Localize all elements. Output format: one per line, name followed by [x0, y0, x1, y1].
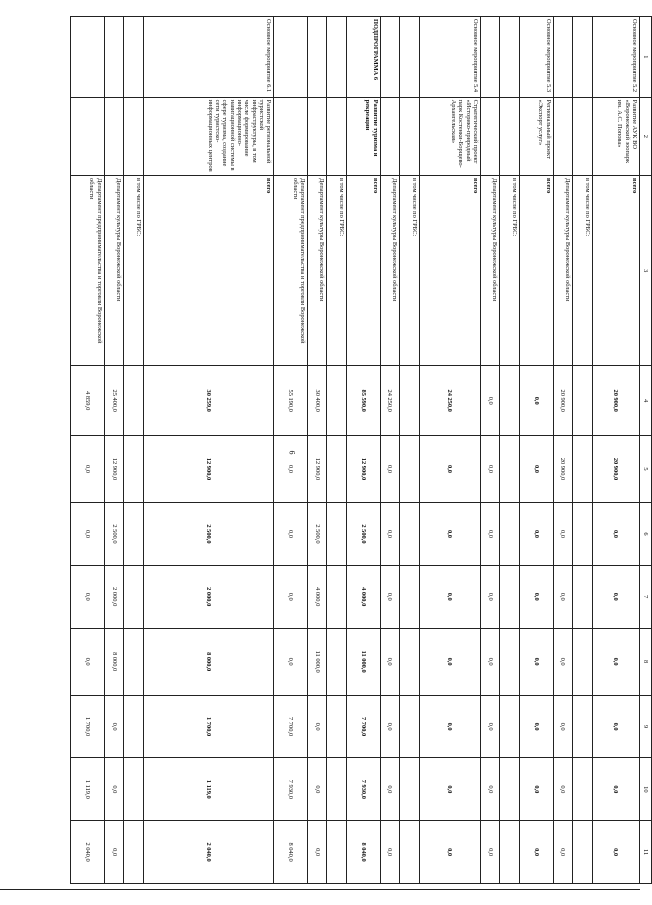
value-cell: 25 400,0 [104, 366, 124, 435]
value-cell: 0,0 [480, 628, 500, 695]
value-cell [500, 366, 520, 435]
row-label-cell: Департамент культуры Воронежской области [553, 176, 573, 366]
value-cell: 0,0 [380, 758, 400, 821]
value-cell: 0,0 [553, 628, 573, 695]
value-cell: 20 900,0 [553, 435, 573, 502]
value-cell: 0,0 [419, 435, 480, 502]
row-label-cell [327, 17, 347, 98]
row-label-cell: в том числе по ГРБС: [400, 176, 420, 366]
value-cell [124, 695, 144, 758]
table-row [520, 17, 553, 884]
value-cell: 1 119,0 [71, 758, 105, 821]
value-cell: 20 900,0 [553, 366, 573, 435]
value-cell: 8 000,0 [143, 628, 274, 695]
value-cell [573, 565, 593, 628]
value-cell [573, 366, 593, 435]
row-label-cell [327, 97, 347, 175]
row-label-cell [400, 97, 420, 175]
value-cell [400, 758, 420, 821]
value-cell: 0,0 [419, 758, 480, 821]
value-cell: 2 000,0 [143, 565, 274, 628]
value-cell: 0,0 [419, 503, 480, 566]
row-label-cell [104, 97, 124, 175]
value-cell [500, 628, 520, 695]
value-cell: 0,0 [274, 628, 307, 695]
row-label-cell [553, 17, 573, 98]
row-label-cell [500, 17, 520, 98]
value-cell [124, 758, 144, 821]
value-cell: 7 930,0 [274, 758, 307, 821]
value-cell: 12 900,0 [143, 435, 274, 502]
value-cell: 30 400,0 [307, 366, 327, 435]
table-row [274, 17, 307, 884]
value-cell [573, 628, 593, 695]
row-label-cell [573, 17, 593, 98]
row-label-cell: в том числе по ГРБС: [124, 176, 144, 366]
row-label-cell: всего [143, 176, 274, 366]
row-label-cell: Департамент предпринимательства и торговли Воронежской области [274, 176, 307, 366]
value-cell: 0,0 [419, 565, 480, 628]
value-cell: 0,0 [71, 435, 105, 502]
value-cell: 2 500,0 [104, 503, 124, 566]
value-cell: 0,0 [274, 435, 307, 502]
value-cell: 0,0 [553, 821, 573, 884]
value-cell: 0,0 [419, 628, 480, 695]
rotated-table-container [70, 16, 652, 884]
row-label-cell [307, 17, 327, 98]
row-label-cell [71, 17, 105, 98]
value-cell: 0,0 [520, 628, 553, 695]
value-cell: 7 930,0 [347, 758, 380, 821]
table-row [124, 17, 144, 884]
row-label-cell: Департамент культуры Воронежской области [307, 176, 327, 366]
value-cell [327, 503, 347, 566]
value-cell: 0,0 [380, 565, 400, 628]
value-cell: 24 250,0 [380, 366, 400, 435]
value-cell [400, 628, 420, 695]
value-cell [327, 758, 347, 821]
header-cell: 5 [640, 435, 652, 502]
row-label-cell: Развитие АУК ВО «Воронежский зоопарк им. А.С. Попова» [592, 97, 639, 175]
table-row [327, 17, 347, 884]
value-cell: 0,0 [520, 821, 553, 884]
value-cell [500, 695, 520, 758]
value-cell: 1 700,0 [143, 695, 274, 758]
value-cell: 0,0 [520, 758, 553, 821]
header-cell: 9 [640, 695, 652, 758]
value-cell: 7 700,0 [347, 695, 380, 758]
table-row [573, 17, 593, 884]
value-cell [573, 435, 593, 502]
table-row [480, 17, 500, 884]
row-label-cell: в том числе по ГРБС: [500, 176, 520, 366]
row-label-cell [553, 97, 573, 175]
value-cell: 0,0 [553, 758, 573, 821]
value-cell: 0,0 [553, 565, 573, 628]
value-cell: 2 040,0 [143, 821, 274, 884]
row-label-cell: Развитие туризма и рекреации [347, 97, 380, 175]
value-cell: 12 900,0 [104, 435, 124, 502]
table-row [419, 17, 480, 884]
value-cell: 0,0 [592, 565, 639, 628]
value-cell: 2 500,0 [143, 503, 274, 566]
value-cell [327, 565, 347, 628]
value-cell: 0,0 [592, 628, 639, 695]
row-label-cell [104, 17, 124, 98]
value-cell: 0,0 [480, 565, 500, 628]
value-cell [327, 628, 347, 695]
row-label-cell [274, 97, 307, 175]
value-cell: 0,0 [307, 821, 327, 884]
value-cell: 12 900,0 [307, 435, 327, 502]
row-label-cell [380, 97, 400, 175]
value-cell: 55 190,0 [274, 366, 307, 435]
row-label-cell: Развитие региональной туристской инфраструктуры, в том числе формирование информационно-навигационной системы в сфере туризма, создание сети туристско-информационных центров [143, 97, 274, 175]
value-cell: 12 900,0 [347, 435, 380, 502]
value-cell: 0,0 [520, 695, 553, 758]
row-label-cell [274, 17, 307, 98]
value-cell: 0,0 [71, 628, 105, 695]
row-label-cell [500, 97, 520, 175]
value-cell: 4 859,0 [71, 366, 105, 435]
value-cell [400, 366, 420, 435]
row-label-cell: Департамент культуры Воронежской области [104, 176, 124, 366]
value-cell: 2 040,0 [71, 821, 105, 884]
table-row [71, 17, 105, 884]
row-label-cell: всего [592, 176, 639, 366]
header-cell: 8 [640, 628, 652, 695]
value-cell: 0,0 [480, 366, 500, 435]
row-label-cell: Стратегический проект «Историко-природный парк Костенки-Борщево-Архангельская» [419, 97, 480, 175]
value-cell: 11 000,0 [347, 628, 380, 695]
row-label-cell: в том числе по ГРБС: [327, 176, 347, 366]
value-cell: 0,0 [480, 435, 500, 502]
value-cell: 0,0 [380, 435, 400, 502]
row-label-cell [380, 17, 400, 98]
value-cell: 8 040,0 [274, 821, 307, 884]
table-row [400, 17, 420, 884]
value-cell: 1 119,0 [143, 758, 274, 821]
value-cell [400, 435, 420, 502]
value-cell: 0,0 [274, 565, 307, 628]
value-cell [400, 695, 420, 758]
value-cell [500, 565, 520, 628]
row-label-cell: в том числе по ГРБС: [573, 176, 593, 366]
value-cell: 0,0 [380, 503, 400, 566]
value-cell [500, 821, 520, 884]
value-cell [124, 821, 144, 884]
table-row [592, 17, 639, 884]
row-label-cell: Основное мероприятие 6.1 [143, 17, 274, 98]
header-cell: 2 [640, 97, 652, 175]
value-cell [400, 821, 420, 884]
value-cell: 0,0 [274, 503, 307, 566]
row-label-cell: всего [419, 176, 480, 366]
value-cell [500, 435, 520, 502]
value-cell: 0,0 [520, 503, 553, 566]
row-label-cell: Департамент предпринимательства и торговли Воронежской области [71, 176, 105, 366]
row-label-cell: Региональный проект «Экспорт услуг» [520, 97, 553, 175]
value-cell: 2 000,0 [104, 565, 124, 628]
header-cell: 7 [640, 565, 652, 628]
value-cell: 0,0 [71, 565, 105, 628]
row-label-cell [400, 17, 420, 98]
value-cell [327, 366, 347, 435]
value-cell: 0,0 [380, 695, 400, 758]
row-label-cell [124, 97, 144, 175]
value-cell: 20 900,0 [592, 366, 639, 435]
value-cell [400, 565, 420, 628]
row-label-cell [124, 17, 144, 98]
table-row [553, 17, 573, 884]
value-cell: 0,0 [480, 503, 500, 566]
value-cell [124, 565, 144, 628]
value-cell: 0,0 [419, 821, 480, 884]
value-cell: 0,0 [592, 503, 639, 566]
value-cell: 0,0 [71, 503, 105, 566]
value-cell: 85 590,0 [347, 366, 380, 435]
value-cell [573, 758, 593, 821]
header-cell: 4 [640, 366, 652, 435]
row-label-cell [307, 97, 327, 175]
value-cell: 0,0 [592, 821, 639, 884]
budget-table [70, 16, 652, 884]
header-cell: 1 [640, 17, 652, 98]
value-cell: 4 000,0 [347, 565, 380, 628]
value-cell: 0,0 [553, 695, 573, 758]
value-cell: 0,0 [592, 758, 639, 821]
value-cell [573, 695, 593, 758]
header-cell: 10 [640, 758, 652, 821]
table-row [143, 17, 274, 884]
table-row [500, 17, 520, 884]
row-label-cell [480, 17, 500, 98]
page-number: 6 [287, 450, 297, 455]
value-cell: 0,0 [592, 695, 639, 758]
value-cell: 0,0 [480, 758, 500, 821]
value-cell: 0,0 [104, 821, 124, 884]
value-cell [124, 435, 144, 502]
value-cell: 20 900,0 [592, 435, 639, 502]
row-label-cell: ПОДПРОГРАММА 6 [347, 17, 380, 98]
row-label-cell: Департамент культуры Воронежской области [480, 176, 500, 366]
value-cell: 11 000,0 [307, 628, 327, 695]
value-cell [573, 821, 593, 884]
value-cell: 0,0 [104, 758, 124, 821]
row-label-cell [71, 97, 105, 175]
value-cell: 0,0 [104, 695, 124, 758]
value-cell: 2 500,0 [347, 503, 380, 566]
table-row [347, 17, 380, 884]
value-cell: 0,0 [520, 366, 553, 435]
header-cell: 3 [640, 176, 652, 366]
value-cell: 2 500,0 [307, 503, 327, 566]
bottom-rule [0, 889, 640, 890]
table-row [380, 17, 400, 884]
value-cell: 0,0 [380, 628, 400, 695]
row-label-cell: всего [520, 176, 553, 366]
value-cell [573, 503, 593, 566]
row-label-cell: Основное мероприятие 5.2 [592, 17, 639, 98]
table-row [104, 17, 124, 884]
row-label-cell [480, 97, 500, 175]
value-cell [327, 435, 347, 502]
value-cell: 0,0 [419, 695, 480, 758]
value-cell: 24 250,0 [419, 366, 480, 435]
value-cell [500, 503, 520, 566]
value-cell [124, 503, 144, 566]
value-cell [327, 821, 347, 884]
value-cell: 8 000,0 [104, 628, 124, 695]
value-cell: 0,0 [480, 821, 500, 884]
header-cell: 6 [640, 503, 652, 566]
row-label-cell: Основное мероприятие 5.3 [520, 17, 553, 98]
value-cell: 0,0 [520, 435, 553, 502]
value-cell [124, 366, 144, 435]
value-cell: 8 040,0 [347, 821, 380, 884]
value-cell: 0,0 [553, 503, 573, 566]
value-cell: 7 700,0 [274, 695, 307, 758]
header-cell: 11 [640, 821, 652, 884]
row-label-cell: всего [347, 176, 380, 366]
value-cell: 4 000,0 [307, 565, 327, 628]
value-cell: 0,0 [307, 758, 327, 821]
value-cell: 30 259,0 [143, 366, 274, 435]
row-label-cell: Департамент культуры Воронежской области [380, 176, 400, 366]
value-cell [500, 758, 520, 821]
row-label-cell [573, 97, 593, 175]
value-cell [124, 628, 144, 695]
value-cell: 0,0 [520, 565, 553, 628]
value-cell: 1 700,0 [71, 695, 105, 758]
value-cell [327, 695, 347, 758]
table-row [307, 17, 327, 884]
value-cell [400, 503, 420, 566]
value-cell: 0,0 [480, 695, 500, 758]
row-label-cell: Основное мероприятие 5.4 [419, 17, 480, 98]
value-cell: 0,0 [380, 821, 400, 884]
value-cell: 0,0 [307, 695, 327, 758]
